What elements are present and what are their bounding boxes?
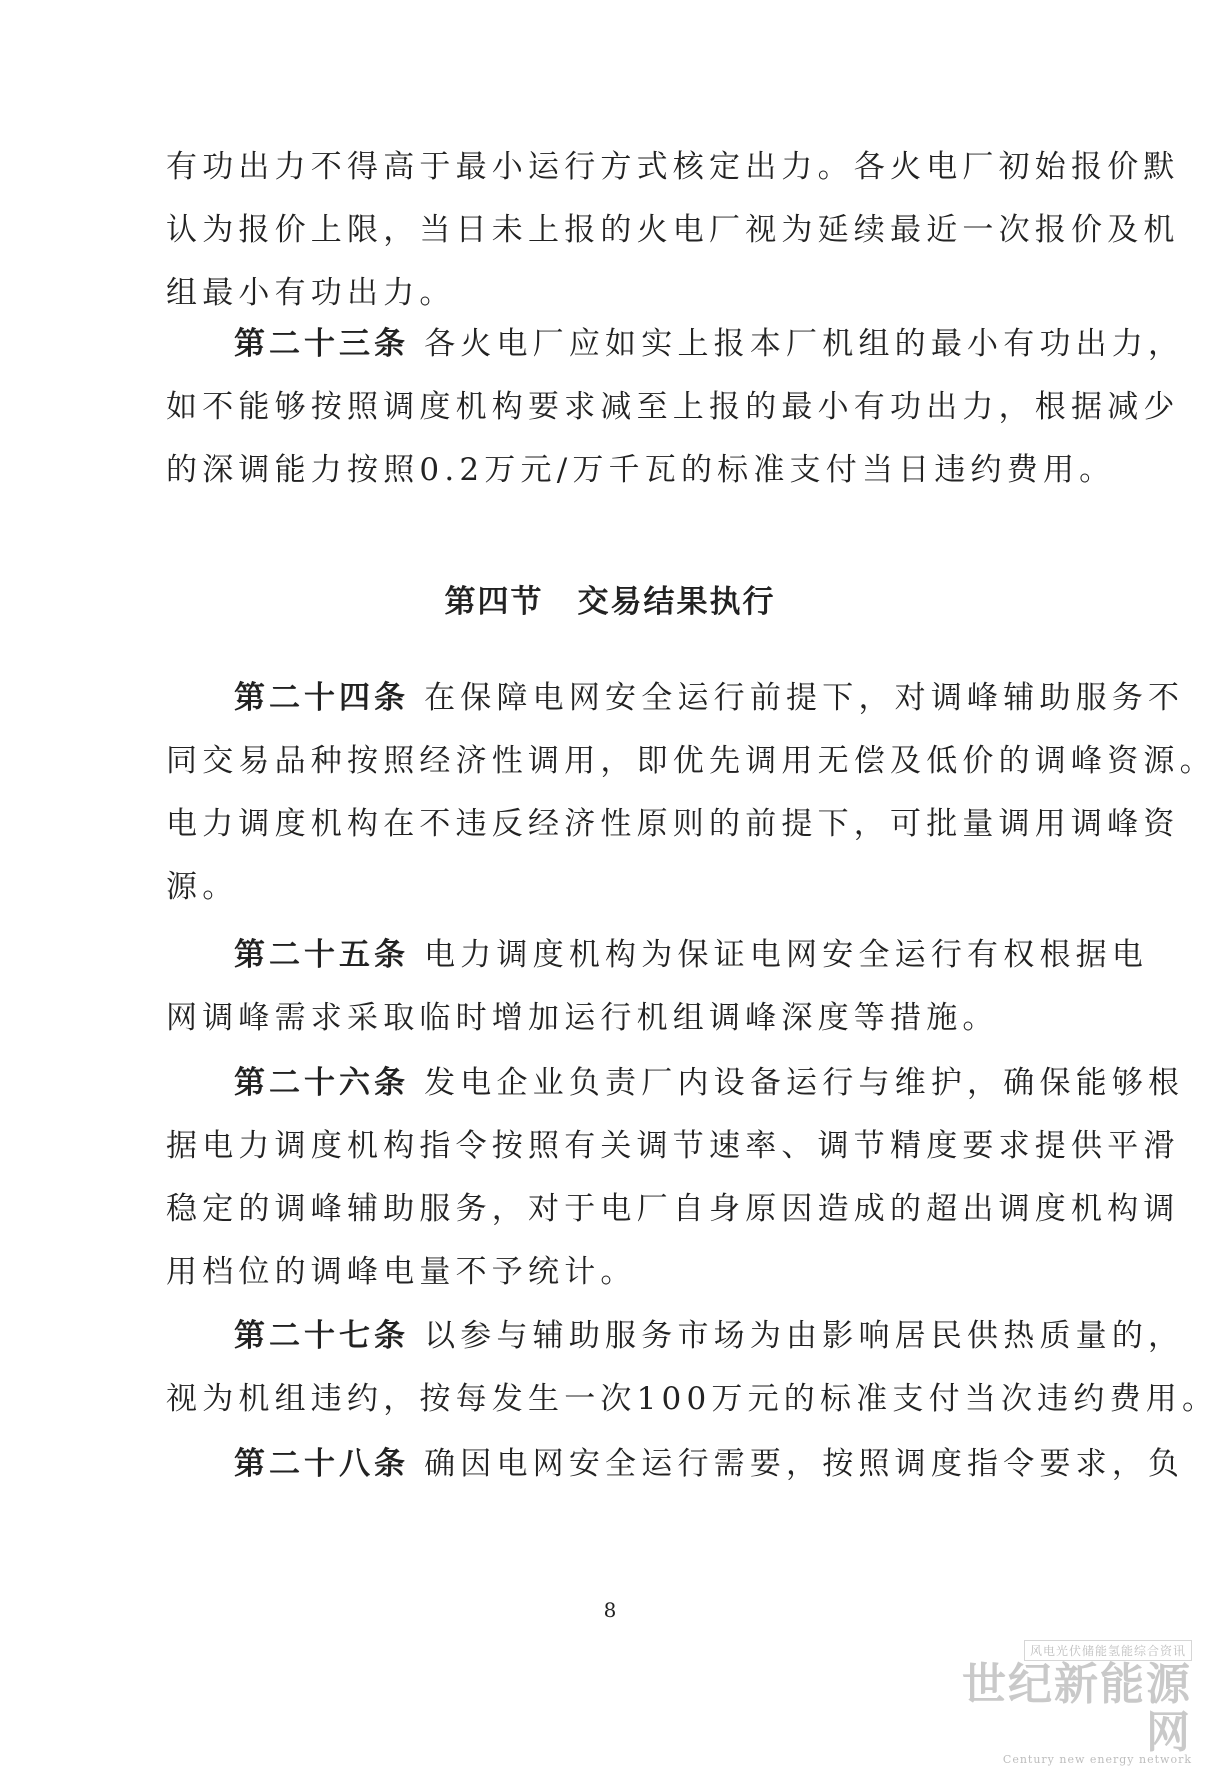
text-line: 同交易品种按照经济性调用，即优先调用无偿及低价的调峰资源。 bbox=[166, 743, 1216, 779]
article-label: 第二十六条 bbox=[234, 1065, 409, 1101]
text-line: 源。 bbox=[166, 869, 239, 905]
text-line: 的深调能力按照0.2万元/万千瓦的标准支付当日违约费用。 bbox=[166, 452, 1116, 488]
article-first-line bbox=[166, 924, 1149, 987]
article-label: 第二十五条 bbox=[234, 937, 409, 973]
article-first-line bbox=[166, 1433, 1185, 1496]
article-25 bbox=[166, 924, 1149, 1050]
text-line: 各火电厂应如实上报本厂机组的最小有功出力， bbox=[424, 326, 1185, 362]
watermark-title: 世纪新能源网 bbox=[962, 1659, 1192, 1758]
watermark-tagline: 风电光伏储能氢能综合资讯 bbox=[1024, 1640, 1192, 1661]
article-24 bbox=[166, 667, 1216, 919]
section-title: 交易结果执行 bbox=[577, 584, 776, 620]
article-27 bbox=[166, 1305, 1219, 1431]
article-23 bbox=[166, 313, 1185, 502]
watermark-subtitle: Century new energy network bbox=[1002, 1753, 1192, 1766]
article-first-line bbox=[166, 667, 1185, 730]
text-line: 在保障电网安全运行前提下，对调峰辅助服务不 bbox=[424, 680, 1185, 716]
page-number: 8 bbox=[603, 1598, 617, 1622]
article-first-line bbox=[166, 313, 1185, 376]
article-28 bbox=[166, 1433, 1185, 1496]
text-line: 组最小有功出力。 bbox=[166, 275, 456, 311]
text-line: 认为报价上限，当日未上报的火电厂视为延续最近一次报价及机 bbox=[166, 212, 1180, 248]
text-line: 稳定的调峰辅助服务，对于电厂自身原因造成的超出调度机构调 bbox=[166, 1191, 1180, 1227]
text-line: 有功出力不得高于最小运行方式核定出力。各火电厂初始报价默 bbox=[166, 149, 1180, 185]
article-26 bbox=[166, 1052, 1185, 1304]
text-line: 以参与辅助服务市场为由影响居民供热质量的， bbox=[424, 1318, 1185, 1354]
article-label: 第二十八条 bbox=[234, 1446, 409, 1482]
watermark-logo bbox=[942, 1640, 1192, 1766]
text-line: 电力调度机构在不违反经济性原则的前提下，可批量调用调峰资 bbox=[166, 806, 1180, 842]
text-line: 用档位的调峰电量不予统计。 bbox=[166, 1254, 637, 1290]
text-line: 发电企业负责厂内设备运行与维护，确保能够根 bbox=[424, 1065, 1185, 1101]
text-line: 视为机组违约，按每发生一次100万元的标准支付当次违约费用。 bbox=[166, 1381, 1219, 1417]
article-label: 第二十三条 bbox=[234, 326, 409, 362]
text-line: 据电力调度机构指令按照有关调节速率、调节精度要求提供平滑 bbox=[166, 1128, 1180, 1164]
text-line: 如不能够按照调度机构要求减至上报的最小有功出力，根据减少 bbox=[166, 389, 1180, 425]
article-first-line bbox=[166, 1305, 1185, 1368]
article-first-line bbox=[166, 1052, 1185, 1115]
article-label: 第二十四条 bbox=[234, 680, 409, 716]
article-label: 第二十七条 bbox=[234, 1318, 409, 1354]
section-heading bbox=[0, 576, 1220, 621]
text-line: 确因电网安全运行需要，按照调度指令要求，负 bbox=[424, 1446, 1185, 1482]
section-number: 第四节 bbox=[444, 584, 544, 620]
text-line: 电力调度机构为保证电网安全运行有权根据电 bbox=[424, 937, 1149, 973]
paragraph-continuation bbox=[166, 136, 1180, 325]
text-line: 网调峰需求采取临时增加运行机组调峰深度等措施。 bbox=[166, 1000, 999, 1036]
